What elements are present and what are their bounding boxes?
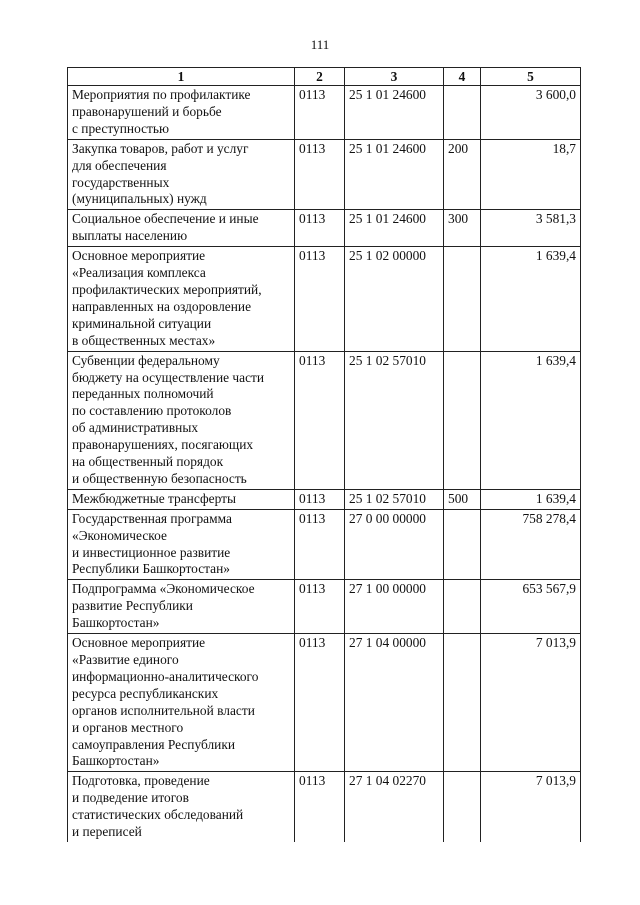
row-name: Основное мероприятие «Реализация комплекса профилактических мероприятий, направленных на оздоровление криминальной ситуации в общественных местах» [68, 247, 295, 351]
row-amount: 1 639,4 [481, 351, 581, 489]
row-section-code: 0113 [295, 580, 345, 634]
header-row [68, 68, 581, 86]
row-expense-kind: 300 [444, 210, 481, 247]
row-amount: 1 639,4 [481, 247, 581, 351]
table-row [68, 489, 581, 509]
row-name: Государственная программа «Экономическое и инвестиционное развитие Республики Башкортостан» [68, 509, 295, 580]
row-section-code: 0113 [295, 139, 345, 210]
header-col-5: 5 [481, 68, 581, 86]
row-amount: 7 013,9 [481, 772, 581, 842]
row-expense-kind [444, 509, 481, 580]
row-name: Субвенции федеральному бюджету на осуществление части переданных полномочий по составлению протоколов об административных правонарушениях, посягающих на общественный порядок и общественную безопасность [68, 351, 295, 489]
row-expense-kind [444, 247, 481, 351]
table-row [68, 210, 581, 247]
row-expense-kind [444, 86, 481, 140]
row-target-article: 27 1 04 00000 [345, 634, 444, 772]
row-section-code: 0113 [295, 489, 345, 509]
page-number: 111 [310, 37, 330, 52]
row-target-article: 25 1 02 00000 [345, 247, 444, 351]
row-name: Мероприятия по профилактике правонарушений и борьбе с преступностью [68, 86, 295, 140]
row-amount: 758 278,4 [481, 509, 581, 580]
row-section-code: 0113 [295, 634, 345, 772]
row-target-article: 27 1 00 00000 [345, 580, 444, 634]
row-name: Основное мероприятие «Развитие единого информационно-аналитического ресурса республиканских органов исполнительной власти и органов местного самоуправления Республики Башкортостан» [68, 634, 295, 772]
row-target-article: 25 1 02 57010 [345, 351, 444, 489]
table-row [68, 139, 581, 210]
table-row [68, 634, 581, 772]
table-row [68, 509, 581, 580]
row-section-code: 0113 [295, 210, 345, 247]
row-target-article: 27 1 04 02270 [345, 772, 444, 842]
header-col-3: 3 [345, 68, 444, 86]
row-name: Закупка товаров, работ и услуг для обеспечения государственных (муниципальных) нужд [68, 139, 295, 210]
header-col-2: 2 [295, 68, 345, 86]
row-expense-kind [444, 580, 481, 634]
header-col-1: 1 [68, 68, 295, 86]
row-target-article: 25 1 01 24600 [345, 210, 444, 247]
row-target-article: 27 0 00 00000 [345, 509, 444, 580]
row-amount: 1 639,4 [481, 489, 581, 509]
row-expense-kind: 500 [444, 489, 481, 509]
table-row [68, 86, 581, 140]
row-section-code: 0113 [295, 509, 345, 580]
row-amount: 7 013,9 [481, 634, 581, 772]
row-section-code: 0113 [295, 351, 345, 489]
row-name: Подпрограмма «Экономическое развитие Республики Башкортостан» [68, 580, 295, 634]
table-header [68, 68, 581, 86]
row-amount: 3 600,0 [481, 86, 581, 140]
budget-table [67, 67, 581, 842]
row-target-article: 25 1 02 57010 [345, 489, 444, 509]
row-section-code: 0113 [295, 772, 345, 842]
table-body [68, 86, 581, 842]
row-target-article: 25 1 01 24600 [345, 139, 444, 210]
table-row [68, 247, 581, 351]
header-col-4: 4 [444, 68, 481, 86]
row-amount: 3 581,3 [481, 210, 581, 247]
row-expense-kind [444, 351, 481, 489]
row-target-article: 25 1 01 24600 [345, 86, 444, 140]
row-section-code: 0113 [295, 86, 345, 140]
row-section-code: 0113 [295, 247, 345, 351]
table-row [68, 580, 581, 634]
row-expense-kind [444, 634, 481, 772]
table-row [68, 772, 581, 842]
row-amount: 653 567,9 [481, 580, 581, 634]
row-amount: 18,7 [481, 139, 581, 210]
table-row [68, 351, 581, 489]
row-expense-kind [444, 772, 481, 842]
row-name: Межбюджетные трансферты [68, 489, 295, 509]
row-name: Подготовка, проведение и подведение итогов статистических обследований и переписей [68, 772, 295, 842]
row-name: Социальное обеспечение и иные выплаты населению [68, 210, 295, 247]
row-expense-kind: 200 [444, 139, 481, 210]
